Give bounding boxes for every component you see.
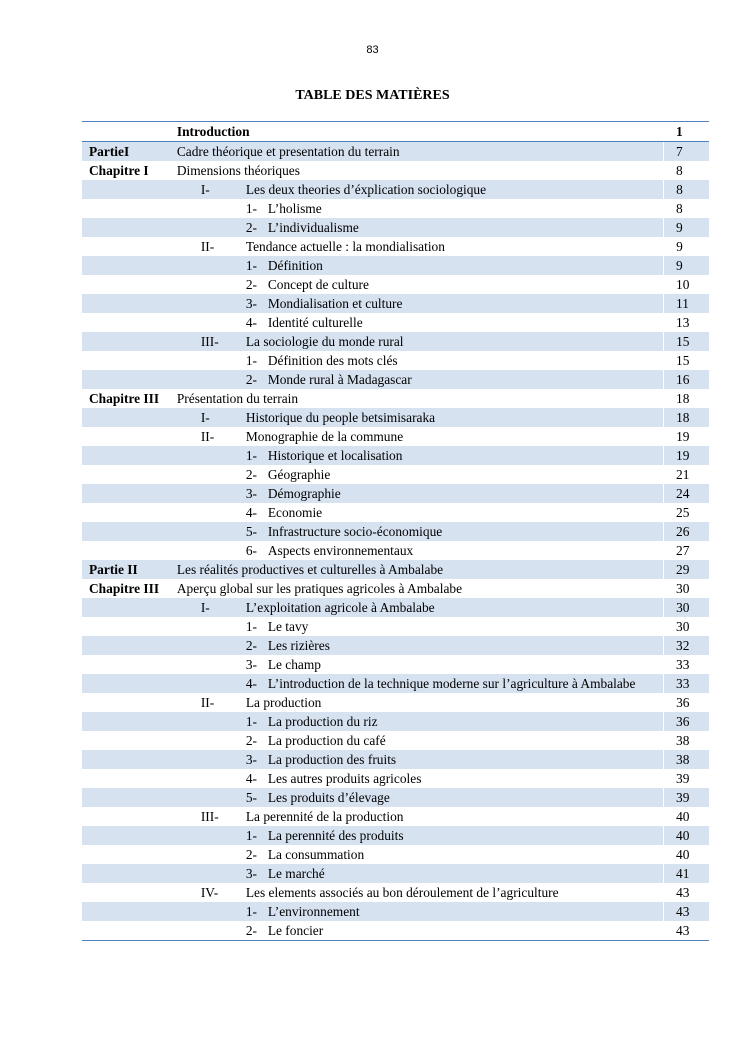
toc-entry-number: 1- (245, 258, 257, 273)
toc-entry-title: Les autres produits agricoles (267, 771, 422, 786)
toc-page-number: 40 (676, 828, 690, 843)
toc-row (82, 313, 709, 332)
toc-page-number: 33 (676, 657, 690, 672)
toc-entry (176, 731, 663, 750)
toc-entry-title: Le marché (267, 866, 325, 881)
toc-entry-title: Cadre théorique et presentation du terrain (176, 144, 400, 159)
toc-page-number: 29 (676, 562, 690, 577)
column-divider (663, 389, 670, 408)
column-divider (663, 693, 670, 712)
column-divider (663, 199, 670, 218)
toc-entry-number: 1- (245, 201, 257, 216)
toc-entry-title: Economie (267, 505, 323, 520)
toc-entry-number: 2- (245, 220, 257, 235)
toc-page-number: 30 (676, 600, 690, 615)
toc-row (82, 122, 709, 142)
toc-entry (176, 902, 663, 921)
toc-entry-title: Historique et localisation (267, 448, 403, 463)
column-divider (663, 313, 670, 332)
toc-entry (176, 712, 663, 731)
toc-entry-title: Les deux theories d’éxplication sociologique (245, 182, 487, 197)
toc-section-label (82, 769, 176, 788)
toc-row (82, 427, 709, 446)
toc-row (82, 256, 709, 275)
toc-row (82, 484, 709, 503)
toc-entry-number: 1- (245, 904, 257, 919)
column-divider (663, 845, 670, 864)
toc-row (82, 522, 709, 541)
toc-section-label (82, 921, 176, 940)
toc-section-label (82, 617, 176, 636)
toc-entry-number: 2- (245, 638, 257, 653)
column-divider (663, 427, 670, 446)
column-divider (663, 731, 670, 750)
toc-page-number: 16 (676, 372, 690, 387)
toc-row (82, 845, 709, 864)
toc-entry (176, 503, 663, 522)
toc-row (82, 902, 709, 921)
toc-entry-title: Géographie (267, 467, 331, 482)
toc-entry (176, 674, 663, 693)
toc-entry (176, 541, 663, 560)
toc-entry-title: Le tavy (267, 619, 309, 634)
toc-row (82, 218, 709, 237)
column-divider (663, 864, 670, 883)
column-divider (663, 465, 670, 484)
toc-section-label (82, 408, 176, 427)
toc-section-label (82, 864, 176, 883)
column-divider (663, 598, 670, 617)
toc-section-label (82, 788, 176, 807)
toc-entry (176, 921, 663, 940)
table-of-contents (82, 121, 709, 941)
toc-entry-title: Mondialisation et culture (267, 296, 403, 311)
toc-entry (176, 750, 663, 769)
toc-entry-number: 2- (245, 847, 257, 862)
toc-page-number: 38 (676, 733, 690, 748)
toc-page-number: 15 (676, 334, 690, 349)
toc-section-label (82, 541, 176, 560)
toc-entry-number: II- (200, 429, 215, 444)
toc-entry-title: Présentation du terrain (176, 391, 299, 406)
toc-row (82, 199, 709, 218)
toc-entry-title: Monographie de la commune (245, 429, 404, 444)
toc-section-label (82, 750, 176, 769)
toc-page-number: 7 (676, 144, 683, 159)
toc-entry-title: Le foncier (267, 923, 324, 938)
toc-row (82, 560, 709, 579)
toc-page-number: 8 (676, 201, 683, 216)
toc-entry-number: III- (200, 334, 219, 349)
toc-row (82, 712, 709, 731)
column-divider (663, 142, 670, 161)
toc-row (82, 294, 709, 313)
toc-entry-title: Historique du people betsimisaraka (245, 410, 436, 425)
toc-entry-title: Les réalités productives et culturelles à Ambalabe (176, 562, 444, 577)
toc-entry-title: Les rizières (267, 638, 330, 653)
column-divider (663, 560, 670, 579)
toc-row (82, 883, 709, 902)
column-divider (663, 218, 670, 237)
toc-section-label (82, 712, 176, 731)
toc-row (82, 731, 709, 750)
toc-page-number: 43 (676, 923, 690, 938)
toc-section-label (82, 275, 176, 294)
toc-entry-number: 3- (245, 486, 257, 501)
column-divider (663, 902, 670, 921)
toc-row (82, 370, 709, 389)
toc-entry-title: Les elements associés au bon déroulement de l’agriculture (245, 885, 559, 900)
toc-page-number: 9 (676, 239, 683, 254)
toc-section-label (82, 826, 176, 845)
toc-entry (176, 636, 663, 655)
column-divider (663, 408, 670, 427)
toc-entry (176, 294, 663, 313)
toc-entry-title: La perennité des produits (267, 828, 404, 843)
toc-entry-title: Le champ (267, 657, 321, 672)
toc-section-label (82, 427, 176, 446)
page-title: TABLE DES MATIÈRES (295, 88, 450, 103)
toc-entry (176, 370, 663, 389)
toc-entry-number: II- (200, 239, 215, 254)
toc-row (82, 161, 709, 180)
toc-entry-number: 4- (245, 676, 257, 691)
toc-page-number: 21 (676, 467, 690, 482)
toc-row (82, 408, 709, 427)
column-divider (663, 237, 670, 256)
toc-page-number: 1 (676, 124, 683, 139)
toc-entry-number: 3- (245, 296, 257, 311)
toc-entry-number: 1- (245, 828, 257, 843)
toc-section-label (82, 693, 176, 712)
toc-page-number: 19 (676, 429, 690, 444)
toc-entry-number: III- (200, 809, 219, 824)
toc-entry-number: 2- (245, 467, 257, 482)
toc-row (82, 237, 709, 256)
toc-entry-number: 2- (245, 372, 257, 387)
toc-entry-title: Aspects environnementaux (267, 543, 414, 558)
column-divider (663, 921, 670, 940)
toc-section-label (82, 674, 176, 693)
toc-entry-title: Définition des mots clés (267, 353, 398, 368)
toc-entry-title: La production du café (267, 733, 386, 748)
toc-entry (176, 769, 663, 788)
column-divider (663, 332, 670, 351)
toc-row (82, 636, 709, 655)
toc-entry (176, 598, 663, 617)
toc-section-label (82, 332, 176, 351)
toc-entry (176, 655, 663, 674)
toc-section-label (82, 807, 176, 826)
column-divider (663, 826, 670, 845)
toc-entry-title: La production des fruits (267, 752, 397, 767)
toc-section-label (82, 256, 176, 275)
toc-page-number: 11 (676, 296, 689, 311)
toc-page-number: 40 (676, 809, 690, 824)
toc-section-label: PartieI (89, 144, 130, 159)
toc-entry-number: 4- (245, 771, 257, 786)
toc-entry-title: L’individualisme (267, 220, 359, 235)
toc-page-number: 25 (676, 505, 690, 520)
toc-section-label (82, 446, 176, 465)
toc-entry (176, 180, 663, 199)
toc-section-label (82, 351, 176, 370)
toc-entry-title: La sociologie du monde rural (245, 334, 404, 349)
column-divider (663, 807, 670, 826)
toc-entry-number: 2- (245, 733, 257, 748)
toc-section-label (82, 122, 176, 141)
toc-entry-number: 3- (245, 866, 257, 881)
toc-entry-title: Identité culturelle (267, 315, 363, 330)
toc-section-label (82, 731, 176, 750)
toc-section-label (82, 294, 176, 313)
column-divider (663, 275, 670, 294)
toc-row (82, 750, 709, 769)
toc-entry-title: Infrastructure socio-économique (267, 524, 443, 539)
toc-entry (176, 161, 663, 180)
toc-entry (176, 845, 663, 864)
toc-entry (176, 465, 663, 484)
toc-section-label (82, 902, 176, 921)
toc-entry-title: L’environnement (267, 904, 360, 919)
toc-entry-number: 1- (245, 353, 257, 368)
column-divider (663, 180, 670, 199)
toc-entry-number: I- (200, 182, 210, 197)
column-divider (663, 674, 670, 693)
toc-row (82, 332, 709, 351)
column-divider (663, 617, 670, 636)
toc-section-label: Chapitre I (89, 163, 149, 178)
toc-entry-number: 3- (245, 657, 257, 672)
column-divider (663, 256, 670, 275)
toc-entry (176, 351, 663, 370)
toc-row (82, 864, 709, 883)
toc-page-number: 32 (676, 638, 690, 653)
column-divider (663, 122, 670, 141)
toc-entry-title: L’holisme (267, 201, 322, 216)
toc-entry (176, 313, 663, 332)
toc-section-label (82, 199, 176, 218)
toc-section-label (82, 465, 176, 484)
toc-page-number: 38 (676, 752, 690, 767)
toc-entry-title: L’introduction de la technique moderne sur l’agriculture à Ambalabe (267, 676, 636, 691)
toc-section-label (82, 845, 176, 864)
column-divider (663, 484, 670, 503)
toc-entry-title: Introduction (176, 124, 250, 139)
toc-page-number: 8 (676, 163, 683, 178)
toc-entry-number: I- (200, 600, 210, 615)
toc-entry (176, 122, 663, 141)
toc-section-label (82, 522, 176, 541)
toc-entry-number: II- (200, 695, 215, 710)
column-divider (663, 351, 670, 370)
column-divider (663, 541, 670, 560)
column-divider (663, 750, 670, 769)
toc-entry-number: 1- (245, 448, 257, 463)
toc-entry (176, 864, 663, 883)
toc-entry (176, 408, 663, 427)
toc-entry (176, 883, 663, 902)
toc-entry-number: 1- (245, 714, 257, 729)
toc-page-number: 39 (676, 790, 690, 805)
toc-section-label (82, 313, 176, 332)
toc-entry-number: I- (200, 410, 210, 425)
toc-entry-title: Aperçu global sur les pratiques agricoles à Ambalabe (176, 581, 463, 596)
toc-entry (176, 218, 663, 237)
toc-section-label (82, 237, 176, 256)
toc-entry-number: 4- (245, 315, 257, 330)
toc-row (82, 655, 709, 674)
toc-row (82, 674, 709, 693)
toc-row (82, 389, 709, 408)
toc-entry (176, 332, 663, 351)
toc-row (82, 180, 709, 199)
toc-row (82, 465, 709, 484)
toc-section-label (82, 484, 176, 503)
column-divider (663, 579, 670, 598)
toc-page-number: 41 (676, 866, 690, 881)
toc-entry-title: Les produits d’élevage (267, 790, 390, 805)
toc-row (82, 788, 709, 807)
toc-section-label (82, 218, 176, 237)
toc-page-number: 9 (676, 220, 683, 235)
toc-entry (176, 142, 663, 161)
toc-entry-number: 6- (245, 543, 257, 558)
toc-entry (176, 807, 663, 826)
toc-entry-number: 5- (245, 524, 257, 539)
toc-page-number: 30 (676, 619, 690, 634)
toc-page-number: 8 (676, 182, 683, 197)
toc-entry (176, 826, 663, 845)
column-divider (663, 503, 670, 522)
toc-entry-title: Tendance actuelle : la mondialisation (245, 239, 445, 254)
toc-entry-number: IV- (200, 885, 219, 900)
toc-entry-title: La consummation (267, 847, 365, 862)
toc-section-label: Chapitre III (89, 391, 160, 406)
toc-page-number: 9 (676, 258, 683, 273)
toc-entry (176, 579, 663, 598)
toc-entry-title: Définition (267, 258, 323, 273)
toc-row (82, 693, 709, 712)
toc-entry-title: Concept de culture (267, 277, 369, 292)
toc-section-label (82, 636, 176, 655)
toc-entry (176, 199, 663, 218)
toc-page-number: 15 (676, 353, 690, 368)
toc-row (82, 351, 709, 370)
toc-entry (176, 484, 663, 503)
toc-entry-number: 2- (245, 277, 257, 292)
toc-row (82, 446, 709, 465)
column-divider (663, 788, 670, 807)
toc-section-label: Chapitre III (89, 581, 160, 596)
toc-section-label: Partie II (89, 562, 138, 577)
toc-entry (176, 617, 663, 636)
toc-page-number: 18 (676, 410, 690, 425)
toc-entry-title: Monde rural à Madagascar (267, 372, 412, 387)
toc-row (82, 598, 709, 617)
toc-entry-title: Dimensions théoriques (176, 163, 300, 178)
toc-section-label (82, 503, 176, 522)
toc-row (82, 541, 709, 560)
toc-entry (176, 275, 663, 294)
toc-section-label (82, 655, 176, 674)
toc-entry-title: Démographie (267, 486, 341, 501)
toc-page-number: 36 (676, 695, 690, 710)
toc-entry (176, 693, 663, 712)
column-divider (663, 370, 670, 389)
toc-row (82, 275, 709, 294)
toc-page-number: 40 (676, 847, 690, 862)
toc-entry (176, 522, 663, 541)
column-divider (663, 655, 670, 674)
toc-entry (176, 446, 663, 465)
toc-row (82, 503, 709, 522)
column-divider (663, 294, 670, 313)
toc-page-number: 43 (676, 904, 690, 919)
toc-entry-number: 3- (245, 752, 257, 767)
column-divider (663, 712, 670, 731)
column-divider (663, 636, 670, 655)
toc-section-label (82, 180, 176, 199)
toc-row (82, 826, 709, 845)
toc-page-number: 24 (676, 486, 690, 501)
toc-entry-title: La perennité de la production (245, 809, 404, 824)
column-divider (663, 769, 670, 788)
toc-entry (176, 788, 663, 807)
toc-page-number: 43 (676, 885, 690, 900)
toc-page-number: 18 (676, 391, 690, 406)
toc-entry-title: La production (245, 695, 322, 710)
toc-entry (176, 256, 663, 275)
toc-page-number: 36 (676, 714, 690, 729)
toc-entry (176, 560, 663, 579)
toc-entry-title: La production du riz (267, 714, 378, 729)
toc-page-number: 26 (676, 524, 690, 539)
toc-entry (176, 427, 663, 446)
column-divider (663, 883, 670, 902)
toc-row (82, 769, 709, 788)
toc-entry-number: 1- (245, 619, 257, 634)
toc-row (82, 617, 709, 636)
toc-page-number: 33 (676, 676, 690, 691)
column-divider (663, 161, 670, 180)
toc-page-number: 13 (676, 315, 690, 330)
toc-section-label (82, 883, 176, 902)
toc-page-number: 19 (676, 448, 690, 463)
toc-entry-number: 2- (245, 923, 257, 938)
toc-section-label (82, 598, 176, 617)
page-number: 83 (366, 44, 379, 56)
toc-row (82, 142, 709, 161)
toc-page-number: 27 (676, 543, 690, 558)
toc-entry (176, 237, 663, 256)
column-divider (663, 522, 670, 541)
toc-row (82, 807, 709, 826)
toc-entry-number: 4- (245, 505, 257, 520)
toc-entry (176, 389, 663, 408)
toc-page-number: 10 (676, 277, 690, 292)
toc-page-number: 30 (676, 581, 690, 596)
toc-entry-number: 5- (245, 790, 257, 805)
toc-entry-title: L’exploitation agricole à Ambalabe (245, 600, 435, 615)
toc-row (82, 579, 709, 598)
toc-section-label (82, 370, 176, 389)
toc-row (82, 921, 709, 940)
column-divider (663, 446, 670, 465)
toc-page-number: 39 (676, 771, 690, 786)
